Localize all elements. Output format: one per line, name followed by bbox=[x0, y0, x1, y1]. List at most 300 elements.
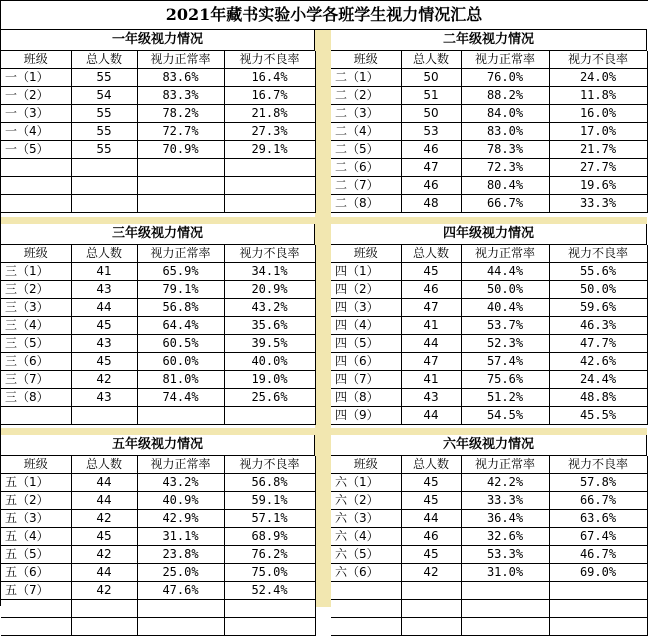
class-cell[interactable]: 五（6） bbox=[1, 564, 71, 582]
empty-cell[interactable] bbox=[71, 407, 137, 425]
poor-rate-cell[interactable]: 43.2% bbox=[224, 299, 315, 317]
class-cell[interactable]: 三（2） bbox=[1, 281, 71, 299]
header-row bbox=[1, 245, 315, 263]
table-row bbox=[331, 105, 647, 123]
normal-rate-cell[interactable]: 43.2% bbox=[137, 474, 224, 492]
table-row bbox=[1, 618, 315, 636]
header-cell[interactable]: 总人数 bbox=[401, 245, 461, 263]
grade-panel-title[interactable]: 四年级视力情况 bbox=[331, 224, 647, 245]
header-cell[interactable]: 视力不良率 bbox=[549, 245, 647, 263]
grade-table bbox=[1, 245, 316, 425]
table-row bbox=[1, 281, 315, 299]
class-cell[interactable]: 二（6） bbox=[331, 159, 401, 177]
table-row bbox=[1, 492, 315, 510]
class-cell[interactable]: 一（1） bbox=[1, 69, 71, 87]
table-row bbox=[331, 600, 647, 618]
count-cell[interactable]: 45 bbox=[71, 317, 137, 335]
class-cell[interactable]: 六（2） bbox=[331, 492, 401, 510]
normal-rate-cell[interactable]: 25.0% bbox=[137, 564, 224, 582]
class-cell[interactable]: 六（1） bbox=[331, 474, 401, 492]
normal-rate-cell[interactable]: 66.7% bbox=[461, 195, 549, 213]
empty-cell[interactable] bbox=[71, 195, 137, 213]
count-cell[interactable]: 44 bbox=[401, 510, 461, 528]
normal-rate-cell[interactable]: 83.6% bbox=[137, 69, 224, 87]
normal-rate-cell[interactable]: 54.5% bbox=[461, 407, 549, 425]
poor-rate-cell[interactable]: 45.5% bbox=[549, 407, 647, 425]
normal-rate-cell[interactable]: 40.4% bbox=[461, 299, 549, 317]
class-cell[interactable]: 四（8） bbox=[331, 389, 401, 407]
grade-table bbox=[331, 456, 648, 636]
normal-rate-cell[interactable]: 53.7% bbox=[461, 317, 549, 335]
poor-rate-cell[interactable]: 19.6% bbox=[549, 177, 647, 195]
count-cell[interactable]: 55 bbox=[71, 123, 137, 141]
class-cell[interactable]: 一（5） bbox=[1, 141, 71, 159]
sheet-title: 2021年藏书实验小学各班学生视力情况汇总 bbox=[1, 1, 647, 30]
class-cell[interactable]: 二（5） bbox=[331, 141, 401, 159]
header-cell[interactable]: 班级 bbox=[331, 456, 401, 474]
normal-rate-cell[interactable]: 42.9% bbox=[137, 510, 224, 528]
header-cell[interactable]: 总人数 bbox=[71, 245, 137, 263]
normal-rate-cell[interactable]: 44.4% bbox=[461, 263, 549, 281]
empty-cell[interactable] bbox=[1, 159, 71, 177]
class-cell[interactable]: 二（3） bbox=[331, 105, 401, 123]
class-cell[interactable]: 四（2） bbox=[331, 281, 401, 299]
table-row bbox=[1, 263, 315, 281]
poor-rate-cell[interactable]: 59.6% bbox=[549, 299, 647, 317]
empty-cell[interactable] bbox=[1, 618, 71, 636]
count-cell[interactable]: 54 bbox=[71, 87, 137, 105]
normal-rate-cell[interactable]: 72.3% bbox=[461, 159, 549, 177]
class-cell[interactable]: 一（4） bbox=[1, 123, 71, 141]
grade-panel-3 bbox=[1, 224, 315, 425]
poor-rate-cell[interactable]: 24.0% bbox=[549, 69, 647, 87]
empty-cell[interactable] bbox=[549, 618, 647, 636]
poor-rate-cell[interactable]: 21.7% bbox=[549, 141, 647, 159]
table-row bbox=[331, 177, 647, 195]
normal-rate-cell[interactable]: 56.8% bbox=[137, 299, 224, 317]
count-cell[interactable]: 45 bbox=[401, 492, 461, 510]
table-row bbox=[331, 528, 647, 546]
normal-rate-cell[interactable]: 79.1% bbox=[137, 281, 224, 299]
table-row bbox=[331, 69, 647, 87]
normal-rate-cell[interactable]: 81.0% bbox=[137, 371, 224, 389]
normal-rate-cell[interactable]: 78.2% bbox=[137, 105, 224, 123]
header-cell[interactable]: 班级 bbox=[1, 245, 71, 263]
poor-rate-cell[interactable]: 27.7% bbox=[549, 159, 647, 177]
row-divider-2 bbox=[1, 428, 647, 435]
header-cell[interactable]: 视力正常率 bbox=[137, 245, 224, 263]
count-cell[interactable]: 45 bbox=[401, 263, 461, 281]
table-row bbox=[1, 317, 315, 335]
header-cell[interactable]: 视力正常率 bbox=[137, 456, 224, 474]
empty-cell[interactable] bbox=[1, 177, 71, 195]
table-row bbox=[331, 353, 647, 371]
empty-cell[interactable] bbox=[549, 600, 647, 618]
poor-rate-cell[interactable]: 63.6% bbox=[549, 510, 647, 528]
normal-rate-cell[interactable]: 60.5% bbox=[137, 335, 224, 353]
poor-rate-cell[interactable]: 55.6% bbox=[549, 263, 647, 281]
poor-rate-cell[interactable]: 69.0% bbox=[549, 564, 647, 582]
table-row bbox=[1, 105, 315, 123]
normal-rate-cell[interactable]: 70.9% bbox=[137, 141, 224, 159]
normal-rate-cell[interactable]: 74.4% bbox=[137, 389, 224, 407]
count-cell[interactable]: 50 bbox=[401, 105, 461, 123]
header-cell[interactable]: 视力不良率 bbox=[549, 456, 647, 474]
count-cell[interactable]: 43 bbox=[71, 335, 137, 353]
table-row bbox=[1, 69, 315, 87]
normal-rate-cell[interactable]: 36.4% bbox=[461, 510, 549, 528]
grade-panel-1 bbox=[1, 30, 315, 213]
table-row bbox=[331, 371, 647, 389]
normal-rate-cell[interactable]: 84.0% bbox=[461, 105, 549, 123]
count-cell[interactable]: 42 bbox=[71, 510, 137, 528]
empty-cell[interactable] bbox=[71, 159, 137, 177]
poor-rate-cell[interactable]: 16.7% bbox=[224, 87, 315, 105]
count-cell[interactable]: 46 bbox=[401, 528, 461, 546]
poor-rate-cell[interactable]: 16.0% bbox=[549, 105, 647, 123]
header-row bbox=[1, 456, 315, 474]
poor-rate-cell[interactable]: 57.8% bbox=[549, 474, 647, 492]
normal-rate-cell[interactable]: 50.0% bbox=[461, 281, 549, 299]
poor-rate-cell[interactable]: 33.3% bbox=[549, 195, 647, 213]
poor-rate-cell[interactable]: 56.8% bbox=[224, 474, 315, 492]
class-cell[interactable]: 三（5） bbox=[1, 335, 71, 353]
table-row bbox=[331, 87, 647, 105]
class-cell[interactable]: 一（2） bbox=[1, 87, 71, 105]
empty-cell[interactable] bbox=[71, 177, 137, 195]
poor-rate-cell[interactable]: 25.6% bbox=[224, 389, 315, 407]
header-cell[interactable]: 视力正常率 bbox=[461, 456, 549, 474]
table-row bbox=[331, 546, 647, 564]
class-cell[interactable]: 五（3） bbox=[1, 510, 71, 528]
empty-cell[interactable] bbox=[224, 195, 315, 213]
empty-cell[interactable] bbox=[331, 582, 401, 600]
count-cell[interactable]: 41 bbox=[71, 263, 137, 281]
count-cell[interactable]: 45 bbox=[401, 546, 461, 564]
empty-cell[interactable] bbox=[401, 582, 461, 600]
header-cell[interactable]: 视力不良率 bbox=[224, 456, 315, 474]
class-cell[interactable]: 五（7） bbox=[1, 582, 71, 600]
table-row bbox=[1, 528, 315, 546]
count-cell[interactable]: 41 bbox=[401, 317, 461, 335]
class-cell[interactable]: 二（4） bbox=[331, 123, 401, 141]
poor-rate-cell[interactable]: 67.4% bbox=[549, 528, 647, 546]
poor-rate-cell[interactable]: 40.0% bbox=[224, 353, 315, 371]
table-row bbox=[331, 510, 647, 528]
class-cell[interactable]: 六（6） bbox=[331, 564, 401, 582]
count-cell[interactable]: 47 bbox=[401, 159, 461, 177]
class-cell[interactable]: 三（3） bbox=[1, 299, 71, 317]
normal-rate-cell[interactable]: 75.6% bbox=[461, 371, 549, 389]
empty-cell[interactable] bbox=[401, 618, 461, 636]
table-row bbox=[331, 123, 647, 141]
header-cell[interactable]: 总人数 bbox=[401, 51, 461, 69]
empty-cell[interactable] bbox=[224, 618, 315, 636]
normal-rate-cell[interactable]: 72.7% bbox=[137, 123, 224, 141]
normal-rate-cell[interactable]: 51.2% bbox=[461, 389, 549, 407]
poor-rate-cell[interactable]: 46.3% bbox=[549, 317, 647, 335]
table-row bbox=[1, 510, 315, 528]
poor-rate-cell[interactable]: 39.5% bbox=[224, 335, 315, 353]
count-cell[interactable]: 47 bbox=[401, 299, 461, 317]
count-cell[interactable]: 46 bbox=[401, 281, 461, 299]
normal-rate-cell[interactable]: 33.3% bbox=[461, 492, 549, 510]
empty-cell[interactable] bbox=[401, 600, 461, 618]
normal-rate-cell[interactable]: 47.6% bbox=[137, 582, 224, 600]
class-cell[interactable]: 三（1） bbox=[1, 263, 71, 281]
empty-cell[interactable] bbox=[1, 407, 71, 425]
header-row bbox=[331, 456, 647, 474]
class-cell[interactable]: 三（8） bbox=[1, 389, 71, 407]
empty-cell[interactable] bbox=[137, 407, 224, 425]
grade-panel-title[interactable]: 五年级视力情况 bbox=[1, 435, 315, 456]
grade-panel-4 bbox=[331, 224, 647, 425]
table-row bbox=[331, 141, 647, 159]
header-cell[interactable]: 视力正常率 bbox=[137, 51, 224, 69]
empty-cell[interactable] bbox=[549, 582, 647, 600]
table-row bbox=[331, 159, 647, 177]
count-cell[interactable]: 43 bbox=[71, 389, 137, 407]
poor-rate-cell[interactable]: 35.6% bbox=[224, 317, 315, 335]
class-cell[interactable]: 三（4） bbox=[1, 317, 71, 335]
poor-rate-cell[interactable]: 34.1% bbox=[224, 263, 315, 281]
header-cell[interactable]: 总人数 bbox=[71, 456, 137, 474]
header-row bbox=[1, 51, 315, 69]
normal-rate-cell[interactable]: 65.9% bbox=[137, 263, 224, 281]
normal-rate-cell[interactable]: 52.3% bbox=[461, 335, 549, 353]
empty-cell[interactable] bbox=[331, 618, 401, 636]
count-cell[interactable]: 46 bbox=[401, 177, 461, 195]
empty-cell[interactable] bbox=[331, 600, 401, 618]
class-cell[interactable]: 二（7） bbox=[331, 177, 401, 195]
count-cell[interactable]: 44 bbox=[71, 492, 137, 510]
poor-rate-cell[interactable]: 11.8% bbox=[549, 87, 647, 105]
count-cell[interactable]: 44 bbox=[71, 474, 137, 492]
table-row bbox=[1, 299, 315, 317]
empty-cell[interactable] bbox=[224, 177, 315, 195]
normal-rate-cell[interactable]: 23.8% bbox=[137, 546, 224, 564]
table-row bbox=[1, 159, 315, 177]
poor-rate-cell[interactable]: 59.1% bbox=[224, 492, 315, 510]
table-row bbox=[1, 582, 315, 600]
header-cell[interactable]: 视力正常率 bbox=[461, 245, 549, 263]
header-cell[interactable]: 班级 bbox=[1, 456, 71, 474]
normal-rate-cell[interactable]: 42.2% bbox=[461, 474, 549, 492]
poor-rate-cell[interactable]: 20.9% bbox=[224, 281, 315, 299]
normal-rate-cell[interactable]: 31.0% bbox=[461, 564, 549, 582]
poor-rate-cell[interactable]: 57.1% bbox=[224, 510, 315, 528]
table-row bbox=[331, 474, 647, 492]
normal-rate-cell[interactable]: 80.4% bbox=[461, 177, 549, 195]
count-cell[interactable]: 55 bbox=[71, 69, 137, 87]
poor-rate-cell[interactable]: 76.2% bbox=[224, 546, 315, 564]
class-cell[interactable]: 四（1） bbox=[331, 263, 401, 281]
class-cell[interactable]: 六（4） bbox=[331, 528, 401, 546]
normal-rate-cell[interactable]: 78.3% bbox=[461, 141, 549, 159]
normal-rate-cell[interactable]: 57.4% bbox=[461, 353, 549, 371]
count-cell[interactable]: 43 bbox=[71, 281, 137, 299]
count-cell[interactable]: 42 bbox=[71, 582, 137, 600]
count-cell[interactable]: 43 bbox=[401, 389, 461, 407]
table-row bbox=[1, 123, 315, 141]
table-row bbox=[1, 474, 315, 492]
count-cell[interactable]: 45 bbox=[71, 353, 137, 371]
count-cell[interactable]: 46 bbox=[401, 141, 461, 159]
table-row bbox=[331, 389, 647, 407]
class-cell[interactable]: 六（3） bbox=[331, 510, 401, 528]
empty-cell[interactable] bbox=[137, 195, 224, 213]
class-cell[interactable]: 二（2） bbox=[331, 87, 401, 105]
count-cell[interactable]: 44 bbox=[71, 299, 137, 317]
count-cell[interactable]: 50 bbox=[401, 69, 461, 87]
header-cell[interactable]: 总人数 bbox=[401, 456, 461, 474]
class-cell[interactable]: 四（9） bbox=[331, 407, 401, 425]
poor-rate-cell[interactable]: 50.0% bbox=[549, 281, 647, 299]
table-row bbox=[1, 389, 315, 407]
header-cell[interactable]: 班级 bbox=[1, 51, 71, 69]
count-cell[interactable]: 45 bbox=[401, 474, 461, 492]
table-row bbox=[331, 582, 647, 600]
grade-panel-title[interactable]: 六年级视力情况 bbox=[331, 435, 647, 456]
grade-panel-2 bbox=[331, 30, 647, 213]
poor-rate-cell[interactable]: 19.0% bbox=[224, 371, 315, 389]
count-cell[interactable]: 47 bbox=[401, 353, 461, 371]
poor-rate-cell[interactable]: 21.8% bbox=[224, 105, 315, 123]
class-cell[interactable]: 五（1） bbox=[1, 474, 71, 492]
table-row bbox=[331, 281, 647, 299]
class-cell[interactable]: 四（4） bbox=[331, 317, 401, 335]
count-cell[interactable]: 44 bbox=[401, 335, 461, 353]
normal-rate-cell[interactable]: 83.3% bbox=[137, 87, 224, 105]
poor-rate-cell[interactable]: 47.7% bbox=[549, 335, 647, 353]
table-row bbox=[1, 371, 315, 389]
header-cell[interactable]: 总人数 bbox=[71, 51, 137, 69]
empty-cell[interactable] bbox=[224, 407, 315, 425]
class-cell[interactable]: 二（1） bbox=[331, 69, 401, 87]
empty-cell[interactable] bbox=[461, 618, 549, 636]
normal-rate-cell[interactable]: 83.0% bbox=[461, 123, 549, 141]
class-cell[interactable]: 四（3） bbox=[331, 299, 401, 317]
header-cell[interactable]: 班级 bbox=[331, 51, 401, 69]
empty-cell[interactable] bbox=[137, 177, 224, 195]
empty-cell[interactable] bbox=[224, 159, 315, 177]
header-cell[interactable]: 视力不良率 bbox=[549, 51, 647, 69]
poor-rate-cell[interactable]: 52.4% bbox=[224, 582, 315, 600]
empty-cell[interactable] bbox=[461, 582, 549, 600]
empty-cell[interactable] bbox=[137, 159, 224, 177]
empty-cell[interactable] bbox=[461, 600, 549, 618]
table-row bbox=[331, 335, 647, 353]
count-cell[interactable]: 55 bbox=[71, 141, 137, 159]
count-cell[interactable]: 41 bbox=[401, 371, 461, 389]
normal-rate-cell[interactable]: 60.0% bbox=[137, 353, 224, 371]
count-cell[interactable]: 42 bbox=[401, 564, 461, 582]
poor-rate-cell[interactable]: 68.9% bbox=[224, 528, 315, 546]
poor-rate-cell[interactable]: 48.8% bbox=[549, 389, 647, 407]
normal-rate-cell[interactable]: 64.4% bbox=[137, 317, 224, 335]
normal-rate-cell[interactable]: 76.0% bbox=[461, 69, 549, 87]
table-row bbox=[331, 317, 647, 335]
count-cell[interactable]: 44 bbox=[401, 407, 461, 425]
table-row bbox=[1, 87, 315, 105]
normal-rate-cell[interactable]: 32.6% bbox=[461, 528, 549, 546]
class-cell[interactable]: 一（3） bbox=[1, 105, 71, 123]
count-cell[interactable]: 45 bbox=[71, 528, 137, 546]
normal-rate-cell[interactable]: 53.3% bbox=[461, 546, 549, 564]
class-cell[interactable]: 三（6） bbox=[1, 353, 71, 371]
class-cell[interactable]: 二（8） bbox=[331, 195, 401, 213]
grade-panel-title[interactable]: 一年级视力情况 bbox=[1, 30, 315, 51]
normal-rate-cell[interactable]: 31.1% bbox=[137, 528, 224, 546]
class-cell[interactable]: 四（5） bbox=[331, 335, 401, 353]
table-row bbox=[331, 263, 647, 281]
count-cell[interactable]: 42 bbox=[71, 546, 137, 564]
header-cell[interactable]: 视力正常率 bbox=[461, 51, 549, 69]
class-cell[interactable]: 六（5） bbox=[331, 546, 401, 564]
table-row bbox=[1, 195, 315, 213]
header-row bbox=[331, 245, 647, 263]
empty-cell[interactable] bbox=[1, 195, 71, 213]
normal-rate-cell[interactable]: 40.9% bbox=[137, 492, 224, 510]
grade-table bbox=[1, 456, 316, 636]
grade-panel-title[interactable]: 三年级视力情况 bbox=[1, 224, 315, 245]
header-cell[interactable]: 班级 bbox=[331, 245, 401, 263]
class-cell[interactable]: 五（2） bbox=[1, 492, 71, 510]
poor-rate-cell[interactable]: 27.3% bbox=[224, 123, 315, 141]
empty-cell[interactable] bbox=[71, 618, 137, 636]
count-cell[interactable]: 55 bbox=[71, 105, 137, 123]
empty-cell[interactable] bbox=[1, 600, 71, 618]
poor-rate-cell[interactable]: 46.7% bbox=[549, 546, 647, 564]
count-cell[interactable]: 51 bbox=[401, 87, 461, 105]
empty-cell[interactable] bbox=[137, 618, 224, 636]
poor-rate-cell[interactable]: 16.4% bbox=[224, 69, 315, 87]
normal-rate-cell[interactable]: 88.2% bbox=[461, 87, 549, 105]
count-cell[interactable]: 53 bbox=[401, 123, 461, 141]
table-row bbox=[1, 600, 315, 618]
header-cell[interactable]: 视力不良率 bbox=[224, 51, 315, 69]
grade-table bbox=[331, 51, 648, 213]
class-cell[interactable]: 三（7） bbox=[1, 371, 71, 389]
class-cell[interactable]: 四（7） bbox=[331, 371, 401, 389]
poor-rate-cell[interactable]: 42.6% bbox=[549, 353, 647, 371]
poor-rate-cell[interactable]: 29.1% bbox=[224, 141, 315, 159]
count-cell[interactable]: 42 bbox=[71, 371, 137, 389]
table-row bbox=[1, 141, 315, 159]
grade-table bbox=[1, 51, 316, 213]
table-row bbox=[331, 299, 647, 317]
empty-cell[interactable] bbox=[137, 600, 224, 618]
row-divider-1 bbox=[1, 217, 647, 224]
class-cell[interactable]: 五（4） bbox=[1, 528, 71, 546]
header-cell[interactable]: 视力不良率 bbox=[224, 245, 315, 263]
column-divider bbox=[315, 30, 331, 607]
table-row bbox=[1, 546, 315, 564]
class-cell[interactable]: 五（5） bbox=[1, 546, 71, 564]
count-cell[interactable]: 44 bbox=[71, 564, 137, 582]
poor-rate-cell[interactable]: 17.0% bbox=[549, 123, 647, 141]
class-cell[interactable]: 四（6） bbox=[331, 353, 401, 371]
poor-rate-cell[interactable]: 66.7% bbox=[549, 492, 647, 510]
table-row bbox=[331, 618, 647, 636]
empty-cell[interactable] bbox=[71, 600, 137, 618]
grade-panel-title[interactable]: 二年级视力情况 bbox=[331, 30, 647, 51]
count-cell[interactable]: 48 bbox=[401, 195, 461, 213]
grade-table bbox=[331, 245, 648, 425]
empty-cell[interactable] bbox=[224, 600, 315, 618]
poor-rate-cell[interactable]: 24.4% bbox=[549, 371, 647, 389]
poor-rate-cell[interactable]: 75.0% bbox=[224, 564, 315, 582]
